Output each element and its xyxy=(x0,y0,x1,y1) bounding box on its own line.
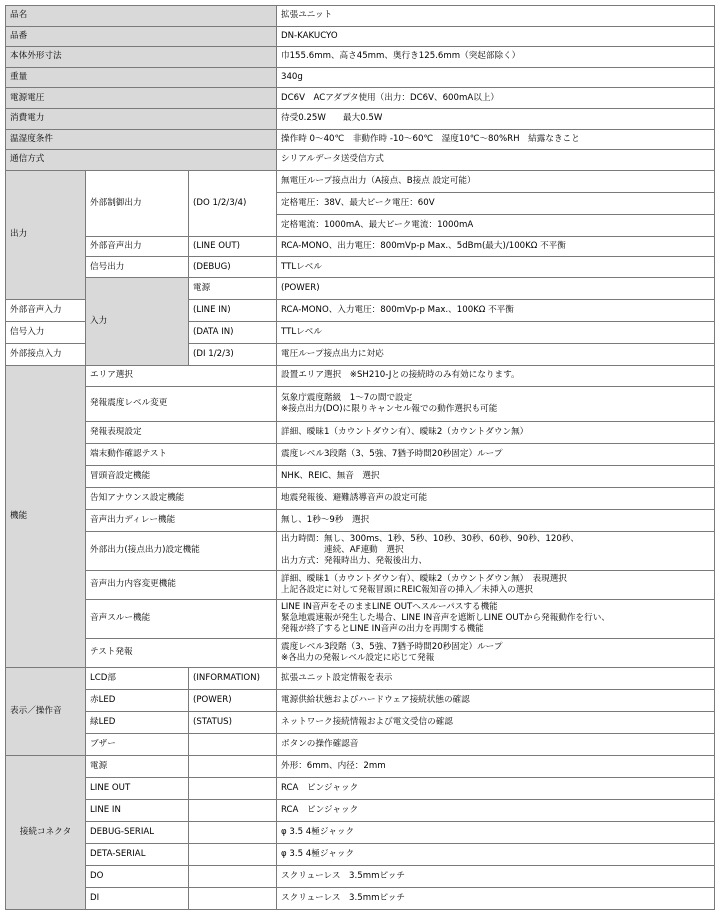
connector-blank xyxy=(189,865,277,887)
output-row-signal xyxy=(6,257,715,278)
function-name: 告知アナウンス設定機能 xyxy=(86,487,277,509)
input-port: (DI 1/2/3) xyxy=(189,343,277,365)
function-value: 無し、1秒～9秒 選択 xyxy=(277,509,715,531)
row-label: 品名 xyxy=(6,6,277,27)
input-value: TTLレベル xyxy=(277,321,715,343)
function-value: 震度レベル3段階（3、5強、7猶予時間20秒固定）ループ xyxy=(277,443,715,465)
category-connector: 接続コネクタ xyxy=(6,755,86,909)
function-name: 端末動作確認テスト xyxy=(86,443,277,465)
connector-blank xyxy=(189,799,277,821)
display-name: ブザー xyxy=(86,733,189,755)
function-row-audio-content xyxy=(6,570,715,599)
input-name: 外部音声入力 xyxy=(6,299,86,321)
output-port: (DO 1/2/3/4) xyxy=(189,170,277,236)
output-value: 定格電流：1000mA、最大ピーク電流：1000mA xyxy=(277,214,715,236)
spec-row-product-name xyxy=(6,6,715,27)
row-value: DC6V ACアダプタ使用（出力：DC6V、600mA以上） xyxy=(277,88,715,109)
display-value: 電源供給状態およびハードウェア接続状態の確認 xyxy=(277,689,715,711)
function-row-ext-output xyxy=(6,531,715,570)
display-name: 緑LED xyxy=(86,711,189,733)
connector-value: スクリューレス 3.5mmピッチ xyxy=(277,887,715,909)
connector-value: RCA ピンジャック xyxy=(277,777,715,799)
function-row-area xyxy=(6,365,715,386)
input-name: 外部接点入力 xyxy=(6,343,86,365)
output-row-ext-control-1 xyxy=(6,170,715,192)
spec-table xyxy=(5,5,715,910)
output-name: 外部音声出力 xyxy=(86,236,189,257)
spec-row-product-number xyxy=(6,26,715,47)
input-port: (DATA IN) xyxy=(189,321,277,343)
connector-name: DO xyxy=(86,865,189,887)
connector-blank xyxy=(189,887,277,909)
spec-row-voltage xyxy=(6,88,715,109)
row-label: 消費電力 xyxy=(6,108,277,129)
connector-value: 外形：6mm、内径：2mm xyxy=(277,755,715,777)
function-name: 外部出力(接点出力)設定機能 xyxy=(86,531,277,570)
function-name: 冒頭音設定機能 xyxy=(86,465,277,487)
connector-blank xyxy=(189,843,277,865)
row-label: 温湿度条件 xyxy=(6,129,277,150)
function-name: 音声出力ディレー機能 xyxy=(86,509,277,531)
input-row-power xyxy=(6,277,715,299)
display-value: ネットワーク接続情報および電文受信の確認 xyxy=(277,711,715,733)
connector-blank xyxy=(189,755,277,777)
function-value: 詳細、曖昧1（カウントダウン有）、曖昧2（カウントダウン無） 表現選択 上記各設定に対して発報冒頭にREIC報知音の挿入／未挿入の選択 xyxy=(277,570,715,599)
connector-row-deta-serial xyxy=(6,843,715,865)
spec-row-dimensions xyxy=(6,47,715,68)
output-value: 定格電圧：38V、最大ピーク電圧：60V xyxy=(277,192,715,214)
input-name: 信号入力 xyxy=(6,321,86,343)
connector-row-do xyxy=(6,865,715,887)
category-function: 機能 xyxy=(6,365,86,667)
connector-value: RCA ピンジャック xyxy=(277,799,715,821)
connector-value: スクリューレス 3.5mmピッチ xyxy=(277,865,715,887)
display-port xyxy=(189,733,277,755)
row-value: 待受0.25W 最大0.5W xyxy=(277,108,715,129)
output-value: RCA-MONO、出力電圧：800mVp-p Max.、5dBm(最大)/100KΩ 不平衡 xyxy=(277,236,715,257)
row-value: シリアルデータ送受信方式 xyxy=(277,150,715,171)
output-value: 無電圧ループ接点出力（A接点、B接点 設定可能） xyxy=(277,170,715,192)
function-row-expression xyxy=(6,421,715,443)
category-display: 表示／操作音 xyxy=(6,667,86,755)
function-row-announce xyxy=(6,487,715,509)
connector-value: φ 3.5 4極ジャック xyxy=(277,843,715,865)
function-value: LINE IN音声をそのままLINE OUTへスルーパスする機能 緊急地震速報が発生した場合、LINE IN音声を遮断しLINE OUTから発報動作を行い、 発報が終了するとLINE IN音声の出力を再開する機能 xyxy=(277,599,715,638)
row-label: 本体外形寸法 xyxy=(6,47,277,68)
category-output: 出力 xyxy=(6,170,86,299)
connector-row-debug-serial xyxy=(6,821,715,843)
display-port: (STATUS) xyxy=(189,711,277,733)
row-value: 巾155.6mm、高さ45mm、奥行き125.6mm（突起部除く） xyxy=(277,47,715,68)
row-label: 電源電圧 xyxy=(6,88,277,109)
function-value: 設置エリア選択 ※SH210-Jとの接続時のみ有効になります。 xyxy=(277,365,715,386)
function-row-delay xyxy=(6,509,715,531)
spec-row-power-consumption xyxy=(6,108,715,129)
display-row-lcd xyxy=(6,667,715,689)
connector-name: DEBUG-SERIAL xyxy=(86,821,189,843)
function-value: 出力時間：無し、300ms、1秒、5秒、10秒、30秒、60秒、90秒、120秒、 連続、AF連動 選択 出力方式：発報時出力、発報後出力、 xyxy=(277,531,715,570)
display-value: 拡張ユニット設定情報を表示 xyxy=(277,667,715,689)
display-row-green-led xyxy=(6,711,715,733)
input-port: (POWER) xyxy=(277,277,715,299)
function-name: 音声スルー機能 xyxy=(86,599,277,638)
input-value: RCA-MONO、入力電圧：800mVp-p Max.、100KΩ 不平衡 xyxy=(277,299,715,321)
output-port: (DEBUG) xyxy=(189,257,277,278)
row-value: 拡張ユニット xyxy=(277,6,715,27)
spec-row-communication xyxy=(6,150,715,171)
spec-row-environment xyxy=(6,129,715,150)
row-value: 操作時 0～40℃ 非動作時 -10～60℃ 湿度10℃～80%RH 結露なきこと xyxy=(277,129,715,150)
connector-name: DETA-SERIAL xyxy=(86,843,189,865)
row-label: 通信方式 xyxy=(6,150,277,171)
category-input: 入力 xyxy=(86,277,189,365)
output-name: 信号出力 xyxy=(86,257,189,278)
connector-row-di xyxy=(6,887,715,909)
output-port: (LINE OUT) xyxy=(189,236,277,257)
connector-row-line-out xyxy=(6,777,715,799)
function-value: 震度レベル3段階（3、5強、7猶予時間20秒固定）ループ ※各出力の発報レベル設定に応じて発報 xyxy=(277,638,715,667)
display-port: (INFORMATION) xyxy=(189,667,277,689)
function-value: 詳細、曖昧1（カウントダウン有）、曖昧2（カウントダウン無） xyxy=(277,421,715,443)
display-value: ボタンの操作確認音 xyxy=(277,733,715,755)
output-name: 外部制御出力 xyxy=(86,170,189,236)
function-name: エリア選択 xyxy=(86,365,277,386)
display-name: LCD部 xyxy=(86,667,189,689)
input-port: (LINE IN) xyxy=(189,299,277,321)
row-value: 340g xyxy=(277,67,715,88)
function-row-test xyxy=(6,443,715,465)
display-name: 赤LED xyxy=(86,689,189,711)
connector-blank xyxy=(189,821,277,843)
function-value: 地震発報後、避難誘導音声の設定可能 xyxy=(277,487,715,509)
connector-row-line-in xyxy=(6,799,715,821)
function-value: NHK、REIC、無音 選択 xyxy=(277,465,715,487)
function-value: 気象庁震度階級 1～7の間で設定 ※接点出力(DO)に限りキャンセル報での動作選択も可能 xyxy=(277,386,715,421)
function-name: 音声出力内容変更機能 xyxy=(86,570,277,599)
row-value: DN-KAKUCYO xyxy=(277,26,715,47)
output-row-audio xyxy=(6,236,715,257)
function-name: テスト発報 xyxy=(86,638,277,667)
connector-name: 電源 xyxy=(86,755,189,777)
connector-blank xyxy=(189,777,277,799)
output-value: TTLレベル xyxy=(277,257,715,278)
function-row-intensity xyxy=(6,386,715,421)
display-row-red-led xyxy=(6,689,715,711)
function-row-test-alarm xyxy=(6,638,715,667)
display-port: (POWER) xyxy=(189,689,277,711)
connector-name: DI xyxy=(86,887,189,909)
spec-row-weight xyxy=(6,67,715,88)
connector-value: φ 3.5 4極ジャック xyxy=(277,821,715,843)
function-name: 発報表現設定 xyxy=(86,421,277,443)
function-row-opening-sound xyxy=(6,465,715,487)
function-row-audio-through xyxy=(6,599,715,638)
function-name: 発報震度レベル変更 xyxy=(86,386,277,421)
connector-row-power xyxy=(6,755,715,777)
row-label: 重量 xyxy=(6,67,277,88)
connector-name: LINE OUT xyxy=(86,777,189,799)
connector-name: LINE IN xyxy=(86,799,189,821)
row-label: 品番 xyxy=(6,26,277,47)
input-name: 電源 xyxy=(189,277,277,299)
input-value: 電圧ループ接点出力に対応 xyxy=(277,343,715,365)
display-row-buzzer xyxy=(6,733,715,755)
